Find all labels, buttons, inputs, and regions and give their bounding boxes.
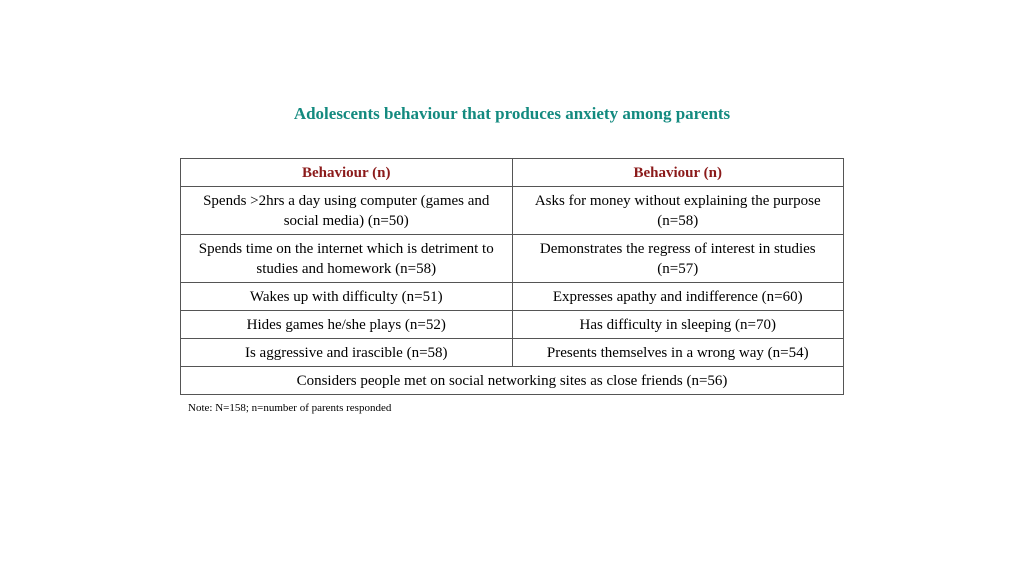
table-cell: Demonstrates the regress of interest in studies (n=57) [512,235,844,283]
table-row [181,283,844,311]
table-cell: Presents themselves in a wrong way (n=54) [512,339,844,367]
table-cell-merged: Considers people met on social networking sites as close friends (n=56) [181,367,844,395]
table-note: Note: N=158; n=number of parents responded [188,402,392,414]
table-cell: Wakes up with difficulty (n=51) [181,283,513,311]
table-cell: Asks for money without explaining the purpose (n=58) [512,187,844,235]
table-title: Adolescents behaviour that produces anxiety among parents [293,104,731,123]
table-header-row [181,159,844,187]
table-row [181,235,844,283]
table-cell: Spends time on the internet which is detriment to studies and homework (n=58) [181,235,513,283]
table-cell: Expresses apathy and indifference (n=60) [512,283,844,311]
table-row [181,311,844,339]
column-header-right: Behaviour (n) [512,159,844,187]
table-row [181,339,844,367]
column-header-left: Behaviour (n) [181,159,513,187]
table-cell: Has difficulty in sleeping (n=70) [512,311,844,339]
table-cell: Hides games he/she plays (n=52) [181,311,513,339]
table-row [181,187,844,235]
behaviour-table [180,158,844,395]
table-cell: Is aggressive and irascible (n=58) [181,339,513,367]
table-footer-row [181,367,844,395]
table-cell: Spends >2hrs a day using computer (games and social media) (n=50) [181,187,513,235]
